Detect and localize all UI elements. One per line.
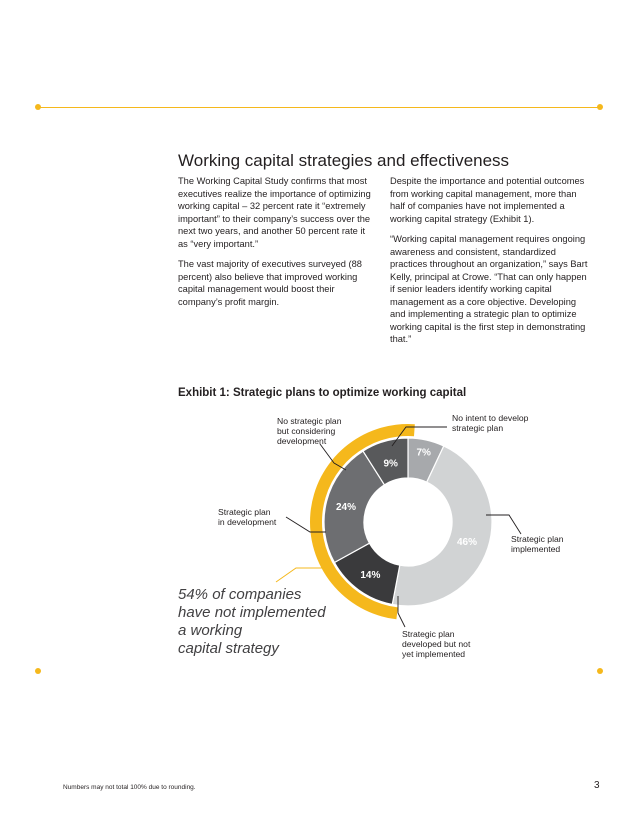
- label-no-intent: No intent to develop strategic plan: [452, 413, 529, 434]
- callout-connector: [276, 568, 322, 582]
- label-developed-not-implemented: Strategic plan developed but not yet implemented: [402, 629, 471, 660]
- exhibit-title: Exhibit 1: Strategic plans to optimize working capital: [178, 387, 467, 399]
- percent-label-2: 14%: [360, 569, 381, 581]
- page-number: 3: [594, 780, 600, 791]
- paragraph: “Working capital management requires ongoing awareness and consistent, standardized practices throughout an organization,” says Bart Kelly, principal at Crowe. “That can only happen if senior leaders identify working capital management as a core objective. Developing and implementing a strategic plan to optimize working capital is the first step in demonstrating that.”: [390, 234, 588, 344]
- callout-text: 54% of companies have not implemented a working capital strategy: [178, 586, 326, 657]
- label-in-development: Strategic plan in development: [218, 507, 277, 528]
- percent-label-4: 9%: [383, 458, 398, 470]
- label-considering: No strategic plan but considering development: [277, 416, 342, 447]
- footnote: Numbers may not total 100% due to rounding.: [63, 784, 196, 791]
- paragraph: The Working Capital Study confirms that most executives realize the importance of optimizing working capital – 32 percent rate it “extremely important” to their company’s success over the next two years, and another 50 percent rate it as “very important.”: [178, 176, 371, 249]
- paragraph: Despite the importance and potential outcomes from working capital management, more than half of companies have not implemented a working capital strategy (Exhibit 1).: [390, 176, 585, 224]
- percent-label-1: 46%: [456, 537, 477, 549]
- label-implemented: Strategic plan implemented: [511, 534, 564, 555]
- percent-label-0: 7%: [416, 447, 431, 459]
- page-title: Working capital strategies and effectiveness: [178, 151, 510, 170]
- percent-label-3: 24%: [336, 502, 357, 514]
- paragraph: The vast majority of executives surveyed (88 percent) also believe that improved working capital management would boost their company’s profit margin.: [178, 259, 362, 307]
